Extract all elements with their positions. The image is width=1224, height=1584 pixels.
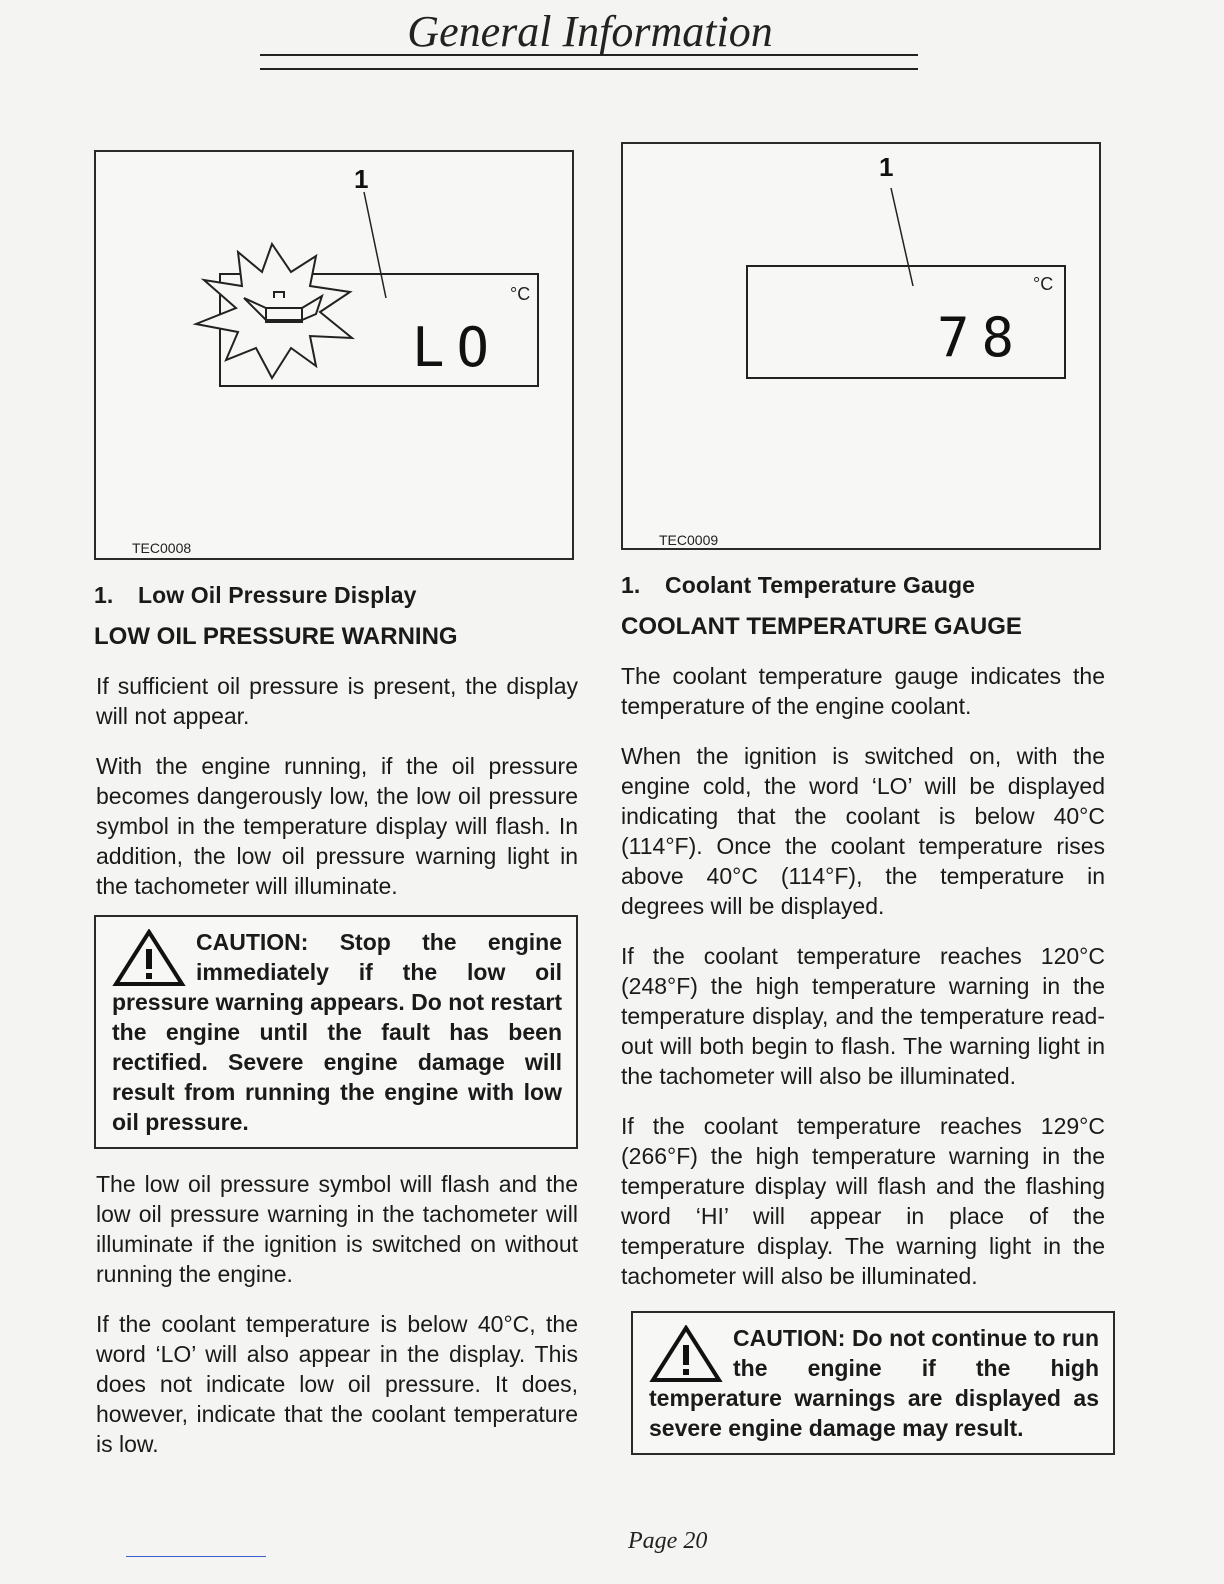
paragraph: If the coolant temperature is below 40°C, the word ‘LO’ will also appear in the display. This does not indicate low oil pressure. It does, however, indicate that the coolant temperature is low. [96, 1311, 578, 1457]
paragraph: The low oil pressure symbol will flash and the low oil pressure warning in the tachometer will illuminate if the ignition is switched on without running the engine. [96, 1171, 578, 1287]
caption-text: Coolant Temperature Gauge [665, 572, 976, 598]
lcd-unit-label: °C [510, 284, 531, 304]
paragraph: The coolant temperature gauge indicates the temperature of the engine coolant. [621, 663, 1105, 719]
page-title: General Information [407, 7, 773, 56]
right-column [621, 142, 1105, 1455]
warning-triangle-icon [649, 1325, 723, 1383]
lcd-display-value: LO [412, 316, 502, 379]
figure-code: TEC0008 [132, 540, 192, 556]
header-rule-bottom [260, 68, 918, 70]
callout-leader-line [364, 192, 386, 298]
caution-box [631, 1311, 1115, 1455]
figure-caption [94, 582, 578, 609]
footer-link-underline [126, 1556, 266, 1557]
warning-triangle-icon [112, 929, 186, 987]
paragraph: If the coolant temperature reaches 120°C (248°F) the high temperature warning in the temperature display, and the temperature read-out will both begin to flash. The warning light in the tachometer will also be illuminated. [621, 943, 1105, 1089]
paragraph: If sufficient oil pressure is present, the display will not appear. [96, 673, 578, 729]
section-heading: LOW OIL PRESSURE WARNING [94, 623, 458, 650]
caution-box [94, 915, 578, 1149]
callout-number: 1 [879, 152, 894, 182]
caption-number: 1. [621, 572, 641, 598]
caution-text: CAUTION: Do not continue to run the engine if the high temperature warnings are displayed as severe engine damage may result. [649, 1325, 1099, 1441]
paragraph: With the engine running, if the oil pressure becomes dangerously low, the low oil pressure symbol in the temperature display will flash. In addition, the low oil pressure warning light in the tachometer will illuminate. [96, 753, 578, 899]
paragraph: If the coolant temperature reaches 129°C (266°F) the high temperature warning in the temperature display will flash and the flashing word ‘HI’ will appear in place of the temperature display. The warning light in the tachometer will also be illuminated. [621, 1113, 1105, 1289]
header-rule-top [260, 54, 918, 56]
callout-leader-line [891, 188, 913, 286]
lcd-display-value: 78 [937, 306, 1027, 369]
figure-code: TEC0009 [659, 532, 719, 548]
page-number: Page 20 [628, 1528, 708, 1554]
lcd-unit-label: °C [1033, 274, 1054, 294]
figure-caption [621, 572, 1105, 599]
paragraph: When the ignition is switched on, with the engine cold, the word ‘LO’ will be displayed indicating that the coolant is below 40°C (114°F). Once the coolant temperature rises above 40°C (114°F), the temperature in degrees will be displayed. [621, 743, 1105, 919]
caption-number: 1. [94, 582, 114, 608]
coolant-gauge-illustration [623, 144, 1099, 548]
caution-text: CAUTION: Stop the engine immediately if the low oil pressure warning appears. Do not restart the engine until the fault has been rectified. Severe engine damage will result from running the engine with low oil pressure. [112, 929, 562, 1135]
left-column [94, 150, 578, 1459]
section-heading: COOLANT TEMPERATURE GAUGE [621, 613, 1022, 640]
oil-pressure-figure [94, 150, 574, 560]
caption-text: Low Oil Pressure Display [138, 582, 417, 608]
callout-number: 1 [354, 164, 369, 194]
coolant-gauge-figure [621, 142, 1101, 550]
